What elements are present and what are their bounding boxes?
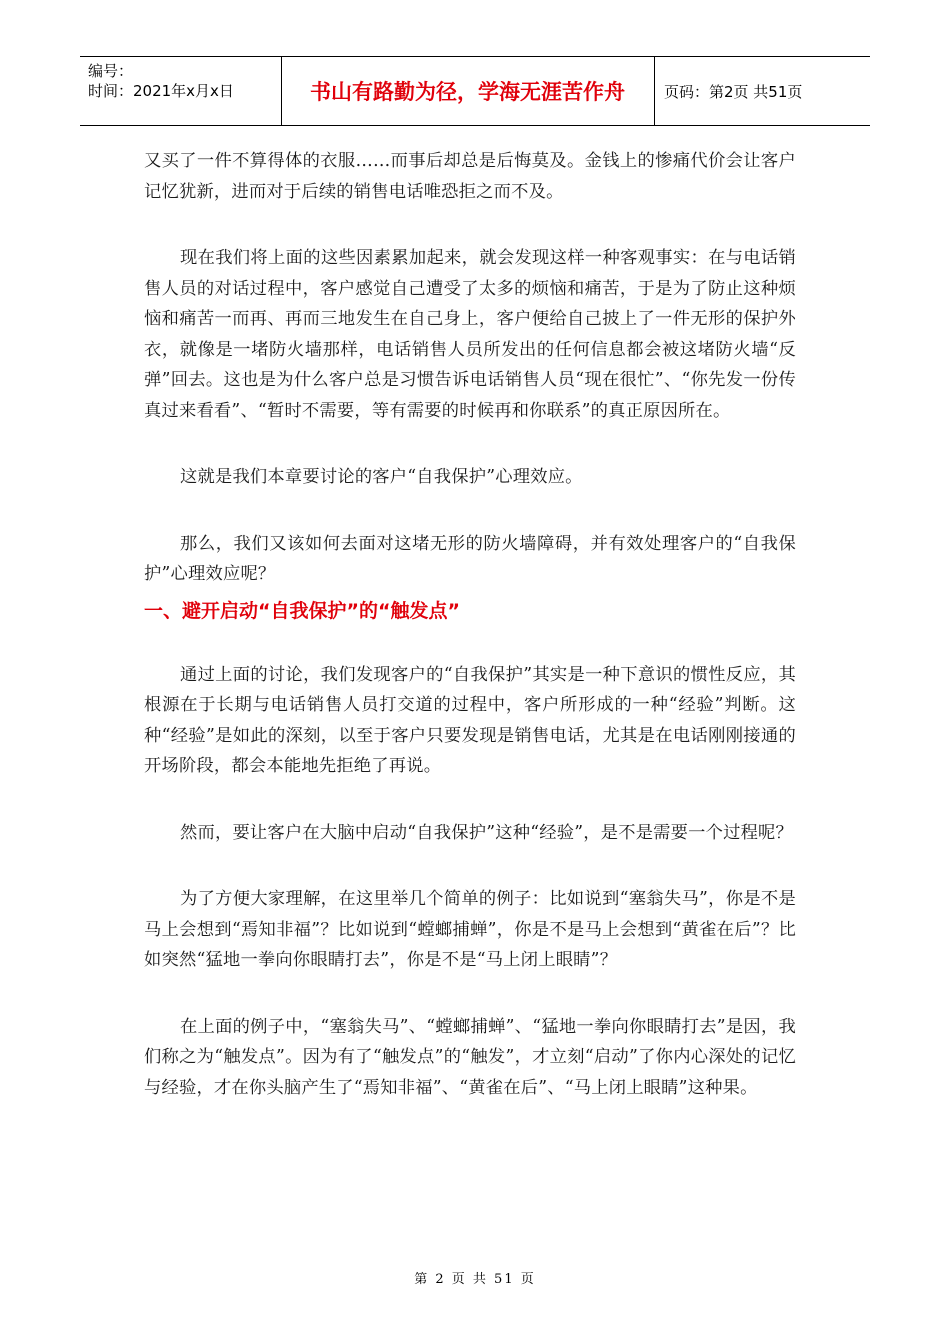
page-footer: 第 2 页 共 51 页 bbox=[414, 1272, 536, 1287]
serial-label: 编号： bbox=[88, 62, 134, 80]
paragraph-1: 又买了一件不算得体的衣服……而事后却总是后悔莫及。金钱上的惨痛代价会让客户记忆犹新，进而对于后续的销售电话唯恐拒之而不及。 bbox=[144, 151, 796, 202]
paragraph-6: 然而，要让客户在大脑中启动“自我保护”这种“经验”，是不是需要一个过程呢？ bbox=[180, 822, 794, 843]
document-body bbox=[144, 146, 796, 1139]
header-motto: 书山有路勤为径，学海无涯苦作舟 bbox=[310, 80, 625, 104]
paragraph-2: 现在我们将上面的这些因素累加起来，就会发现这样一种客观事实：在与电话销售人员的对话过程中，客户感觉自己遭受了太多的烦恼和痛苦，于是为了防止这种烦恼和痛苦一而再、再而三地发生在自己身上，客户便给自己披上了一件无形的保护外衣，就像是一堵防火墙那样，电话销售人员所发出的任何信息都会被这堵防火墙“反弹”回去。这也是为什么客户总是习惯告诉电话销售人员“现在很忙”、“你先发一份传真过来看看”、“暂时不需要，等有需要的时候再和你联系”的真正原因所在。 bbox=[144, 248, 796, 421]
paragraph-5: 通过上面的讨论，我们发现客户的“自我保护”其实是一种下意识的惯性反应，其根源在于长期与电话销售人员打交道的过程中，客户所形成的一种“经验”判断。这种“经验”是如此的深刻，以至于客户只要发现是销售电话，尤其是在电话刚刚接通的开场阶段，都会本能地先拒绝了再说。 bbox=[144, 664, 796, 776]
section-heading: 一、避开启动“自我保护”的“触发点” bbox=[144, 599, 460, 622]
header-divider bbox=[654, 57, 655, 125]
paragraph-3: 这就是我们本章要讨论的客户“自我保护”心理效应。 bbox=[180, 467, 583, 487]
paragraph-7: 为了方便大家理解，在这里举几个简单的例子：比如说到“塞翁失马”，你是不是马上会想到“焉知非福”？比如说到“螳螂捕蝉”，你是不是马上会想到“黄雀在后”？比如突然“猛地一拳向你眼睛打去”，你是不是“马上闭上眼睛”？ bbox=[144, 889, 796, 970]
header-page-info: 页码：第2页 共51页 bbox=[664, 82, 803, 101]
paragraph-8: 在上面的例子中，“塞翁失马”、“螳螂捕蝉”、“猛地一拳向你眼睛打去”是因，我们称之为“触发点”。因为有了“触发点”的“触发”，才立刻“启动”了你内心深处的记忆与经验，才在你头脑产生了“焉知非福”、“黄雀在后”、“马上闭上眼睛”这种果。 bbox=[144, 1016, 796, 1098]
header-meta bbox=[88, 61, 280, 101]
document-header bbox=[80, 56, 870, 126]
date-label: 时间：2021年x月x日 bbox=[88, 82, 234, 100]
paragraph-4: 那么，我们又该如何去面对这堵无形的防火墙障碍，并有效处理客户的“自我保护”心理效应呢？ bbox=[144, 533, 796, 584]
